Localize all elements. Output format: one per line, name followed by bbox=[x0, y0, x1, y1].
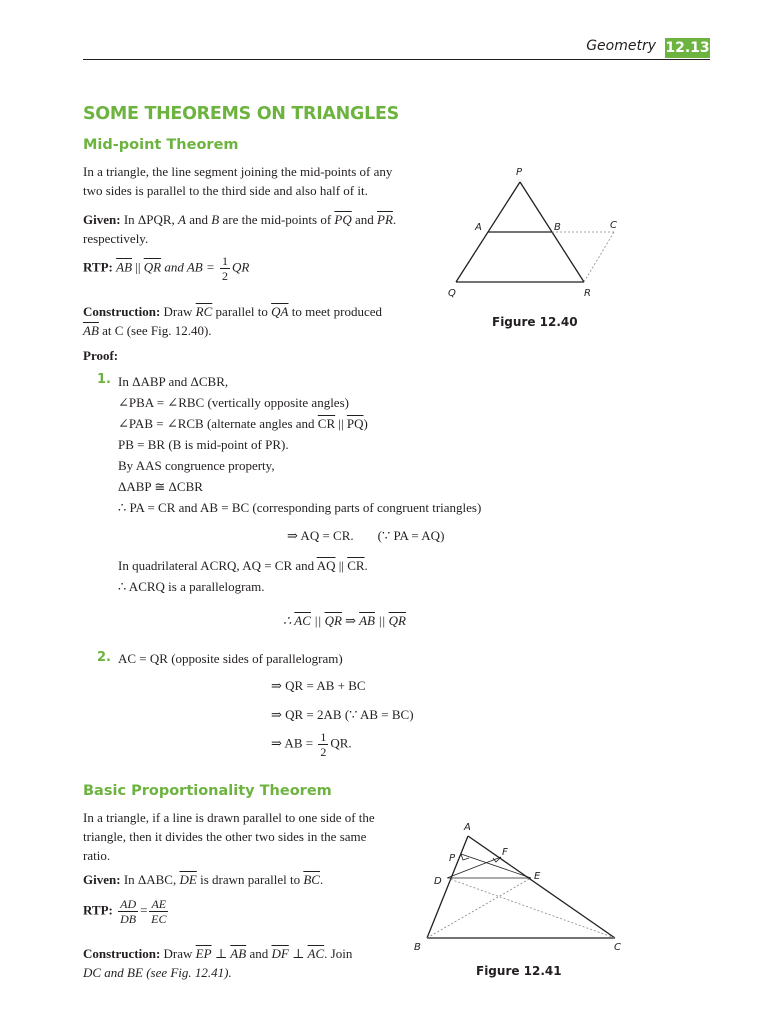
figure-12-40 bbox=[440, 160, 630, 310]
proof-step-1: In ΔABP and ΔCBR, ∠PBA = ∠RBC (vertically opposite angles) ∠PAB = ∠RCB (alternate angles and $\overline{CR}$ || $\overline{PQ}$) PB = BR (B is mid-point of PR). By AAS congruence property, ΔABP ≅ ΔCBR ∴ PA = CR and AB = BC (corresponding parts of congruent triangles) bbox=[118, 374, 482, 515]
right-angle-p bbox=[461, 854, 469, 860]
figure-12-40-caption: Figure 12.40 bbox=[492, 315, 578, 329]
label-e: E bbox=[534, 871, 541, 882]
bpt-rtp: RTP: $\frac{AD}{DB}$ = $\frac{AE}{EC}$ bbox=[83, 897, 167, 926]
label-r: R bbox=[584, 288, 591, 299]
side-ab bbox=[427, 836, 468, 938]
bpt-construction: Construction: Draw $\overline{EP}$ ⊥ $\overline{AB}$ and $\overline{DF}$ ⊥ $\overline{AC}$. Join DC and BE (see Fig. 12.41). bbox=[83, 946, 353, 980]
label-c: C bbox=[614, 942, 621, 953]
right-angle-f bbox=[493, 857, 501, 862]
midpoint-theorem-title: Mid-point Theorem bbox=[83, 137, 239, 153]
label-b: B bbox=[414, 942, 421, 953]
side-ac bbox=[468, 836, 615, 938]
label-b: B bbox=[554, 222, 561, 233]
label-p: P bbox=[449, 853, 456, 864]
midpoint-construction: Construction: Draw $\overline{RC}$ parallel to $\overline{QA}$ to meet produced $\overline{AB}$ at C (see Fig. 12.40). bbox=[83, 304, 382, 338]
proof-step-2-line-4: ⇒ AB = $\frac{1}{2}$ QR. bbox=[271, 730, 352, 759]
label-q: Q bbox=[448, 288, 456, 299]
proof-step-1-parallelogram: In quadrilateral ACRQ, AQ = CR and $\overline{AQ}$ || $\overline{CR}$. ∴ ACRQ is a parallelogram. bbox=[118, 558, 368, 594]
segment-dc bbox=[447, 878, 615, 938]
figure-12-41-caption: Figure 12.41 bbox=[476, 964, 562, 978]
midpoint-statement: In a triangle, the line segment joining the mid-points of any two sides is parallel to the third side and also half of it. bbox=[83, 164, 393, 198]
running-header-title: Geometry bbox=[586, 38, 656, 54]
proof-step-1-aq-cr: ⇒ AQ = CR. (∵ PA = AQ) bbox=[287, 528, 445, 543]
segment-ep bbox=[461, 854, 531, 878]
midpoint-given: Given: In ΔPQR, A and B are the mid-points of $\overline{PQ}$ and $\overline{PR}$. respectively. bbox=[83, 212, 397, 246]
label-a: A bbox=[464, 822, 471, 833]
proof-step-2-line-2: ⇒ QR = AB + BC bbox=[271, 678, 366, 693]
label-f: F bbox=[502, 847, 508, 858]
label-c: C bbox=[610, 220, 617, 231]
figure-12-41 bbox=[405, 818, 635, 958]
proof-label: Proof: bbox=[83, 348, 119, 363]
header-rule bbox=[83, 59, 710, 60]
midpoint-rtp: RTP: $\overline{AB}$ || $\overline{QR}$ and AB = $\frac{1}{2}$ QR bbox=[83, 254, 250, 283]
segment-rc-dotted bbox=[584, 232, 614, 282]
label-d: D bbox=[434, 876, 442, 887]
bpt-given: Given: In ΔABC, $\overline{DE}$ is drawn parallel to $\overline{BC}$. bbox=[83, 872, 324, 887]
bpt-title: Basic Proportionality Theorem bbox=[83, 783, 332, 799]
proof-step-2-line-3: ⇒ QR = 2AB (∵ AB = BC) bbox=[271, 707, 414, 722]
label-a: A bbox=[475, 222, 482, 233]
proof-step-2-number: 2. bbox=[97, 650, 111, 665]
proof-step-2-line-1: AC = QR (opposite sides of parallelogram) bbox=[118, 651, 343, 666]
section-heading: SOME THEOREMS ON TRIANGLES bbox=[83, 104, 399, 124]
bpt-statement: In a triangle, if a line is drawn parallel to one side of the triangle, then it divides the other two sides in the same ratio. bbox=[83, 810, 375, 863]
proof-step-1-conclusion: ∴ $\overline{AC}$ || $\overline{QR}$ ⇒ $\overline{AB}$ || $\overline{QR}$ bbox=[283, 613, 406, 628]
proof-step-1-number: 1. bbox=[97, 372, 111, 387]
page-number-badge: 12.13 bbox=[665, 40, 710, 56]
segment-be bbox=[427, 878, 531, 938]
label-p: P bbox=[516, 167, 523, 178]
